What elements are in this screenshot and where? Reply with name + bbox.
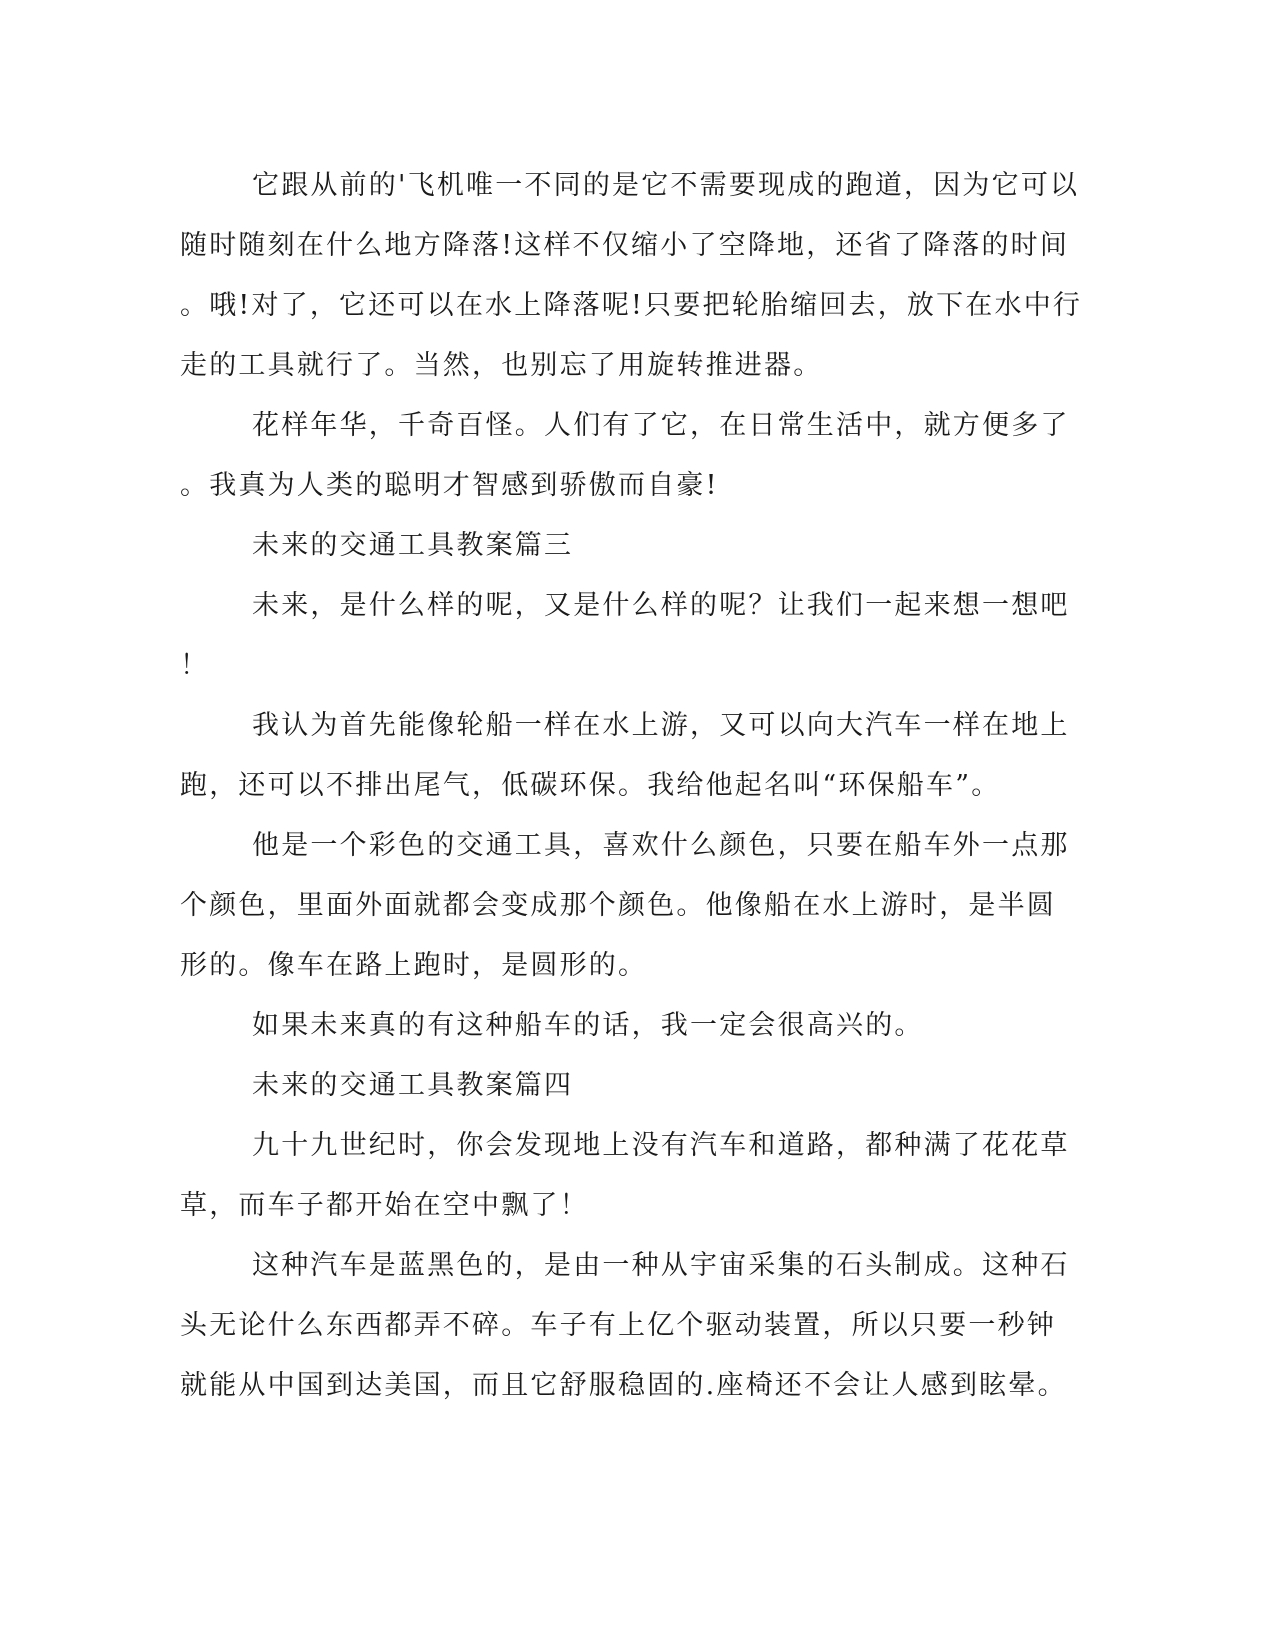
text-line: 未来的交通工具教案篇三 — [252, 530, 574, 561]
text-line: 未来，是什么样的呢，又是什么样的呢？让我们一起来想一想吧 — [252, 590, 1070, 621]
text-line: 这种汽车是蓝黑色的，是由一种从宇宙采集的石头制成。这种石 — [252, 1250, 1070, 1281]
text-line: 。我真为人类的聪明才智感到骄傲而自豪! — [180, 470, 719, 501]
text-line: 如果未来真的有这种船车的话，我一定会很高兴的。 — [252, 1010, 924, 1041]
document-body — [180, 156, 1100, 1416]
text-line: 走的工具就行了。当然，也别忘了用旋转推进器。 — [180, 350, 823, 381]
text-line: 就能从中国到达美国，而且它舒服稳固的.座椅还不会让人感到眩晕。 — [180, 1370, 1067, 1401]
text-line: 九十九世纪时，你会发现地上没有汽车和道路，都种满了花花草 — [252, 1130, 1070, 1161]
text-line: 随时随刻在什么地方降落!这样不仅缩小了空降地，还省了降落的时间 — [180, 230, 1070, 261]
text-line: 未来的交通工具教案篇四 — [252, 1070, 574, 1101]
text-line: 形的。像车在路上跑时，是圆形的。 — [180, 950, 648, 981]
text-line: 他是一个彩色的交通工具，喜欢什么颜色，只要在船车外一点那 — [252, 830, 1070, 861]
text-line: ！ — [180, 650, 210, 681]
text-line: 花样年华，千奇百怪。人们有了它，在日常生活中，就方便多了 — [252, 410, 1070, 441]
text-line: 。哦!对了，它还可以在水上降落呢!只要把轮胎缩回去，放下在水中行 — [180, 290, 1083, 321]
text-line: 草，而车子都开始在空中飘了！ — [180, 1190, 589, 1221]
text-line: 我认为首先能像轮船一样在水上游，又可以向大汽车一样在地上 — [252, 710, 1070, 741]
text-line: 个颜色，里面外面就都会变成那个颜色。他像船在水上游时，是半圆 — [180, 890, 1056, 921]
text-line: 头无论什么东西都弄不碎。车子有上亿个驱动装置，所以只要一秒钟 — [180, 1310, 1056, 1341]
text-line: 跑，还可以不排出尾气，低碳环保。我给他起名叫“环保船车”。 — [180, 770, 1001, 801]
text-line: 它跟从前的'飞机唯一不同的是它不需要现成的跑道，因为它可以 — [252, 170, 1080, 201]
